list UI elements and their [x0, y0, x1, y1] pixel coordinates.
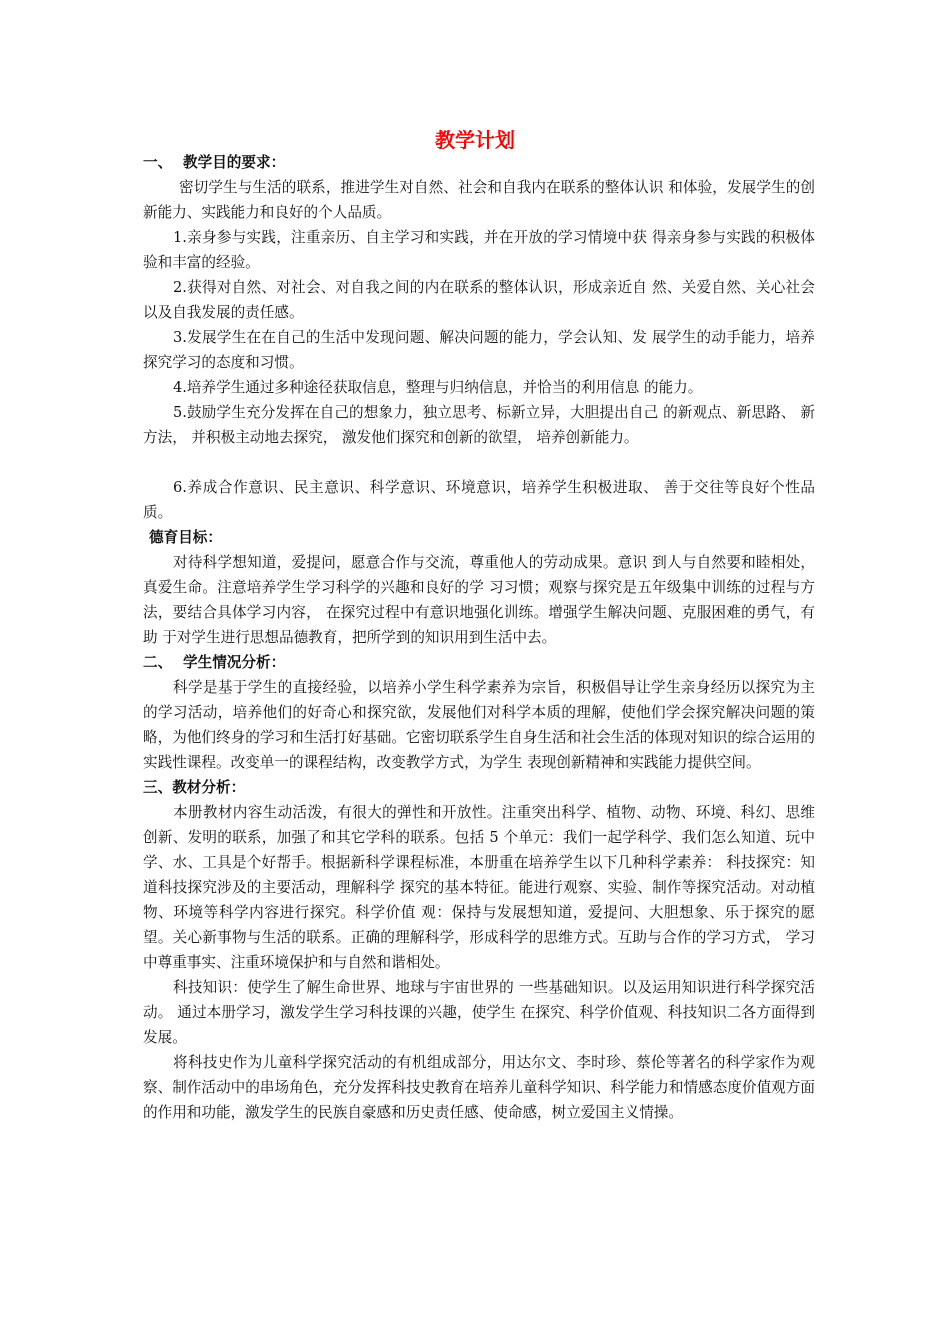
section-1-title: 教学目的要求：: [183, 154, 286, 171]
section-2-title: 学生情况分析：: [183, 654, 286, 671]
section-2-heading: [143, 650, 815, 675]
section-1-intro: 密切学生与生活的联系，推进学生对自然、社会和自我内在联系的整体认识 和体验，发展学生的创新能力、实践能力和良好的个人品质。: [143, 179, 815, 221]
document-body: [143, 150, 815, 1125]
goal-item-1: 1.亲身参与实践，注重亲历、自主学习和实践，并在开放的学习情境中获 得亲身参与实践的积极体验和丰富的经验。: [143, 229, 815, 271]
section-1-heading: [143, 150, 815, 175]
goal-item-2: 2.获得对自然、对社会、对自我之间的内在联系的整体认识，形成亲近自 然、关爱自然、关心社会以及自我发展的责任感。: [143, 279, 815, 321]
document-title: 教学计划: [435, 128, 515, 152]
section-3-heading: 三、教材分析：: [143, 779, 246, 796]
section-1-number: 一、: [143, 154, 173, 171]
section-2-number: 二、: [143, 654, 173, 671]
section-3-paragraph-1: 本册教材内容生动活泼，有很大的弹性和开放性。注重突出科学、植物、动物、环境、科幻、思维 创新、发明的联系，加强了和其它学科的联系。包括 5 个单元：我们一起学科学、我们怎么知道、玩中学、水、工具是个好帮手。根据新科学课程标准，本册重在培养学生以下几种科学素养： 科技探究：知道科技探究涉及的主要活动，理解科学 探究的基本特征。能进行观察、实验、制作等探究活动。对动植物、环境等科学内容进行探究。科学价值 观：保持与发展想知道，爱提问、大胆想象、乐于探究的愿望。关心新事物与生活的联系。正确的理解科学，形成科学的思维方式。互助与合作的学习方式， 学习中尊重事实、注重环境保护和与自然和谐相处。: [143, 804, 815, 971]
section-2-text: 科学是基于学生的直接经验，以培养小学生科学素养为宗旨，积极倡导让学生亲身经历以探究为主的学习活动，培养他们的好奇心和探究欲，发展他们对科学本质的理解，使他们学会探究解决问题的策略，为他们终身的学习和生活打好基础。它密切联系学生自身生活和社会生活的体现对知识的综合运用的实践性课程。改变单一的课程结构，改变教学方式，为学生 表现创新精神和实践能力提供空间。: [143, 679, 815, 771]
goal-item-5: 5.鼓励学生充分发挥在自己的想象力，独立思考、标新立异，大胆提出自己 的新观点、新思路、 新方法， 并积极主动地去探究， 激发他们探究和创新的欲望， 培养创新能力。: [143, 404, 815, 446]
goal-item-4: 4.培养学生通过多种途径获取信息，整理与归纳信息，并恰当的利用信息 的能力。: [173, 379, 703, 396]
spacer: [143, 450, 815, 475]
goal-item-3: 3.发展学生在在自己的生活中发现问题、解决问题的能力，学会认知、发 展学生的动手能力，培养探究学习的态度和习惯。: [143, 329, 815, 371]
moral-text: 对待科学想知道，爱提问，愿意合作与交流，尊重他人的劳动成果。意识 到人与自然要和睦相处，真爱生命。注意培养学生学习科学的兴趣和良好的学 习习惯；观察与探究是五年级集中训练的过程与方法，要结合具体学习内容， 在探究过程中有意识地强化训练。增强学生解决问题、克服困难的勇气，有助 于对学生进行思想品德教育，把所学到的知识用到生活中去。: [143, 554, 815, 646]
goal-item-6: 6.养成合作意识、民主意识、科学意识、环境意识，培养学生积极进取、 善于交往等良好个性品质。: [143, 479, 815, 521]
section-3-paragraph-2: 科技知识：使学生了解生命世界、地球与宇宙世界的 一些基础知识。以及运用知识进行科学探究活动。 通过本册学习，激发学生学习科技课的兴趣，使学生 在探究、科学价值观、科技知识二各方面得到发展。: [143, 979, 815, 1046]
section-3-paragraph-3: 将科技史作为儿童科学探究活动的有机组成部分，用达尔文、李时珍、蔡伦等著名的科学家作为观察、制作活动中的串场角色，充分发挥科技史教育在培养儿童科学知识、科学能力和情感态度价值观方面的作用和功能，激发学生的民族自豪感和历史责任感、使命感，树立爱国主义情操。: [143, 1054, 815, 1121]
moral-heading: 德育目标：: [149, 529, 222, 546]
